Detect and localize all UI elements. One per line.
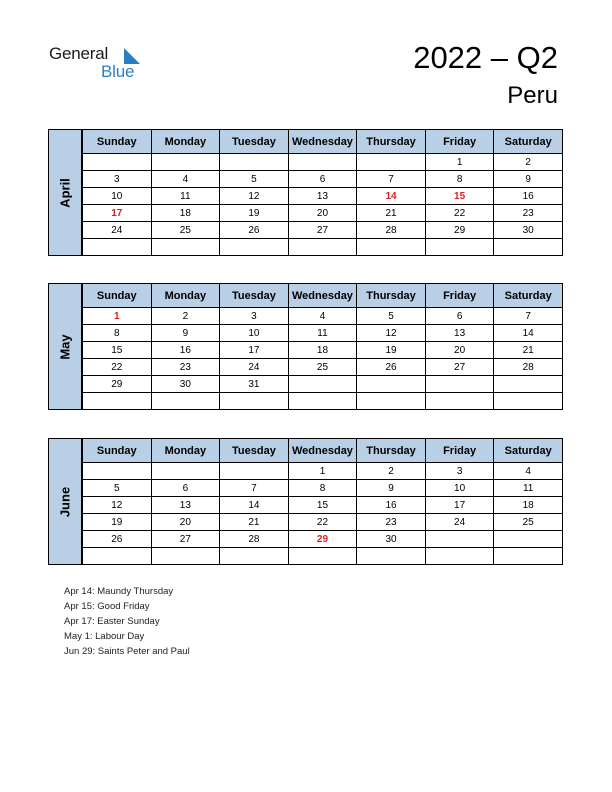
weekday-header: Sunday	[83, 130, 152, 154]
day-cell	[494, 393, 563, 410]
week-row	[83, 308, 563, 325]
day-cell: 30	[151, 376, 220, 393]
day-cell: 19	[357, 342, 426, 359]
day-cell: 26	[357, 359, 426, 376]
holiday-item: Apr 15: Good Friday	[64, 601, 150, 612]
weekday-header: Monday	[151, 130, 220, 154]
day-cell: 17	[220, 342, 289, 359]
day-cell: 18	[151, 205, 220, 222]
logo-word-blue: Blue	[101, 62, 135, 81]
weekday-header: Saturday	[494, 284, 563, 308]
day-cell: 21	[494, 342, 563, 359]
month-table	[82, 129, 563, 256]
day-cell: 24	[220, 359, 289, 376]
week-row	[83, 154, 563, 171]
week-row	[83, 205, 563, 222]
month-label: May	[57, 333, 73, 360]
week-row	[83, 480, 563, 497]
day-cell: 5	[220, 171, 289, 188]
day-cell: 5	[357, 308, 426, 325]
day-cell: 29	[83, 376, 152, 393]
weekday-header: Friday	[425, 439, 494, 463]
day-cell: 8	[288, 480, 357, 497]
day-cell: 11	[494, 480, 563, 497]
day-cell	[83, 548, 152, 565]
day-cell	[357, 239, 426, 256]
day-cell: 11	[288, 325, 357, 342]
day-cell: 27	[151, 531, 220, 548]
day-cell: 15	[83, 342, 152, 359]
day-cell: 14	[220, 497, 289, 514]
month-label-box	[48, 129, 82, 256]
day-cell	[220, 393, 289, 410]
day-cell	[151, 393, 220, 410]
day-cell: 9	[151, 325, 220, 342]
day-cell: 24	[425, 514, 494, 531]
day-cell	[151, 154, 220, 171]
day-cell: 2	[151, 308, 220, 325]
weekday-header: Friday	[425, 284, 494, 308]
day-cell: 10	[220, 325, 289, 342]
day-cell	[220, 548, 289, 565]
month-label: April	[57, 177, 73, 208]
day-cell: 17	[425, 497, 494, 514]
day-cell	[83, 239, 152, 256]
day-cell: 11	[151, 188, 220, 205]
day-cell: 20	[151, 514, 220, 531]
month-label: June	[57, 486, 73, 517]
day-cell	[288, 154, 357, 171]
weekday-header: Sunday	[83, 439, 152, 463]
day-cell: 14	[357, 188, 426, 205]
day-cell: 26	[220, 222, 289, 239]
day-cell: 23	[494, 205, 563, 222]
day-cell	[288, 376, 357, 393]
weekday-header: Monday	[151, 439, 220, 463]
day-cell: 16	[357, 497, 426, 514]
day-cell: 25	[151, 222, 220, 239]
weekday-header: Wednesday	[288, 284, 357, 308]
day-cell: 22	[425, 205, 494, 222]
week-row	[83, 531, 563, 548]
day-cell: 7	[357, 171, 426, 188]
week-row	[83, 342, 563, 359]
day-cell: 6	[288, 171, 357, 188]
day-cell: 27	[288, 222, 357, 239]
week-row	[83, 222, 563, 239]
weekday-header: Thursday	[357, 130, 426, 154]
weekday-header-row	[83, 130, 563, 154]
day-cell: 28	[220, 531, 289, 548]
day-cell: 2	[494, 154, 563, 171]
day-cell: 9	[494, 171, 563, 188]
month-label-box	[48, 438, 82, 565]
day-cell: 25	[494, 514, 563, 531]
day-cell: 10	[425, 480, 494, 497]
week-row	[83, 171, 563, 188]
day-cell: 16	[494, 188, 563, 205]
day-cell	[151, 239, 220, 256]
day-cell: 28	[494, 359, 563, 376]
day-cell	[357, 393, 426, 410]
day-cell: 15	[288, 497, 357, 514]
day-cell: 19	[220, 205, 289, 222]
week-row	[83, 463, 563, 480]
day-cell	[151, 463, 220, 480]
day-cell: 19	[83, 514, 152, 531]
weekday-header: Wednesday	[288, 439, 357, 463]
day-cell: 23	[151, 359, 220, 376]
day-cell	[425, 239, 494, 256]
day-cell: 2	[357, 463, 426, 480]
day-cell	[425, 376, 494, 393]
day-cell: 29	[425, 222, 494, 239]
day-cell	[357, 548, 426, 565]
weekday-header: Sunday	[83, 284, 152, 308]
day-cell: 14	[494, 325, 563, 342]
day-cell: 18	[288, 342, 357, 359]
day-cell: 8	[83, 325, 152, 342]
day-cell: 12	[220, 188, 289, 205]
day-cell: 30	[494, 222, 563, 239]
holiday-item: Apr 14: Maundy Thursday	[64, 586, 174, 597]
day-cell	[288, 393, 357, 410]
day-cell	[425, 393, 494, 410]
day-cell: 10	[83, 188, 152, 205]
holiday-item: Jun 29: Saints Peter and Paul	[64, 646, 190, 657]
week-row	[83, 548, 563, 565]
day-cell: 25	[288, 359, 357, 376]
day-cell	[151, 548, 220, 565]
weekday-header: Tuesday	[220, 284, 289, 308]
country-name: Peru	[507, 82, 558, 109]
month-label-box	[48, 283, 82, 410]
holiday-item: Apr 17: Easter Sunday	[64, 616, 160, 627]
day-cell: 30	[357, 531, 426, 548]
day-cell	[425, 531, 494, 548]
day-cell: 27	[425, 359, 494, 376]
day-cell: 7	[220, 480, 289, 497]
day-cell	[494, 239, 563, 256]
logo-word-general: General	[49, 44, 109, 63]
holiday-list	[64, 584, 190, 659]
day-cell	[494, 531, 563, 548]
day-cell: 3	[425, 463, 494, 480]
weekday-header: Tuesday	[220, 130, 289, 154]
day-cell	[357, 154, 426, 171]
weekday-header: Saturday	[494, 130, 563, 154]
day-cell: 22	[288, 514, 357, 531]
day-cell: 1	[425, 154, 494, 171]
day-cell: 12	[357, 325, 426, 342]
day-cell: 29	[288, 531, 357, 548]
day-cell	[83, 463, 152, 480]
day-cell: 13	[288, 188, 357, 205]
weekday-header: Friday	[425, 130, 494, 154]
day-cell: 9	[357, 480, 426, 497]
day-cell: 23	[357, 514, 426, 531]
month-table	[82, 283, 563, 410]
day-cell: 26	[83, 531, 152, 548]
day-cell	[425, 548, 494, 565]
day-cell	[288, 239, 357, 256]
day-cell: 1	[83, 308, 152, 325]
day-cell: 6	[425, 308, 494, 325]
week-row	[83, 497, 563, 514]
day-cell: 21	[220, 514, 289, 531]
day-cell: 3	[83, 171, 152, 188]
day-cell: 8	[425, 171, 494, 188]
week-row	[83, 359, 563, 376]
day-cell: 17	[83, 205, 152, 222]
day-cell: 21	[357, 205, 426, 222]
month-table	[82, 438, 563, 565]
week-row	[83, 239, 563, 256]
day-cell: 7	[494, 308, 563, 325]
day-cell: 12	[83, 497, 152, 514]
day-cell	[494, 376, 563, 393]
day-cell: 4	[151, 171, 220, 188]
holiday-item: May 1: Labour Day	[64, 631, 145, 642]
week-row	[83, 188, 563, 205]
logo	[49, 44, 149, 84]
day-cell: 16	[151, 342, 220, 359]
day-cell: 24	[83, 222, 152, 239]
day-cell: 4	[288, 308, 357, 325]
day-cell	[357, 376, 426, 393]
weekday-header: Thursday	[357, 439, 426, 463]
day-cell: 1	[288, 463, 357, 480]
day-cell	[220, 239, 289, 256]
day-cell: 5	[83, 480, 152, 497]
weekday-header-row	[83, 284, 563, 308]
week-row	[83, 376, 563, 393]
day-cell	[494, 548, 563, 565]
day-cell: 20	[425, 342, 494, 359]
day-cell: 20	[288, 205, 357, 222]
week-row	[83, 393, 563, 410]
week-row	[83, 325, 563, 342]
day-cell: 18	[494, 497, 563, 514]
weekday-header: Thursday	[357, 284, 426, 308]
page-title: 2022 – Q2	[413, 40, 558, 75]
day-cell: 22	[83, 359, 152, 376]
day-cell	[220, 154, 289, 171]
day-cell	[220, 463, 289, 480]
day-cell: 15	[425, 188, 494, 205]
weekday-header: Tuesday	[220, 439, 289, 463]
day-cell: 13	[425, 325, 494, 342]
day-cell	[83, 154, 152, 171]
day-cell	[288, 548, 357, 565]
weekday-header-row	[83, 439, 563, 463]
week-row	[83, 514, 563, 531]
day-cell: 31	[220, 376, 289, 393]
day-cell: 6	[151, 480, 220, 497]
day-cell: 3	[220, 308, 289, 325]
day-cell: 13	[151, 497, 220, 514]
day-cell	[83, 393, 152, 410]
day-cell: 28	[357, 222, 426, 239]
weekday-header: Saturday	[494, 439, 563, 463]
day-cell: 4	[494, 463, 563, 480]
weekday-header: Wednesday	[288, 130, 357, 154]
weekday-header: Monday	[151, 284, 220, 308]
